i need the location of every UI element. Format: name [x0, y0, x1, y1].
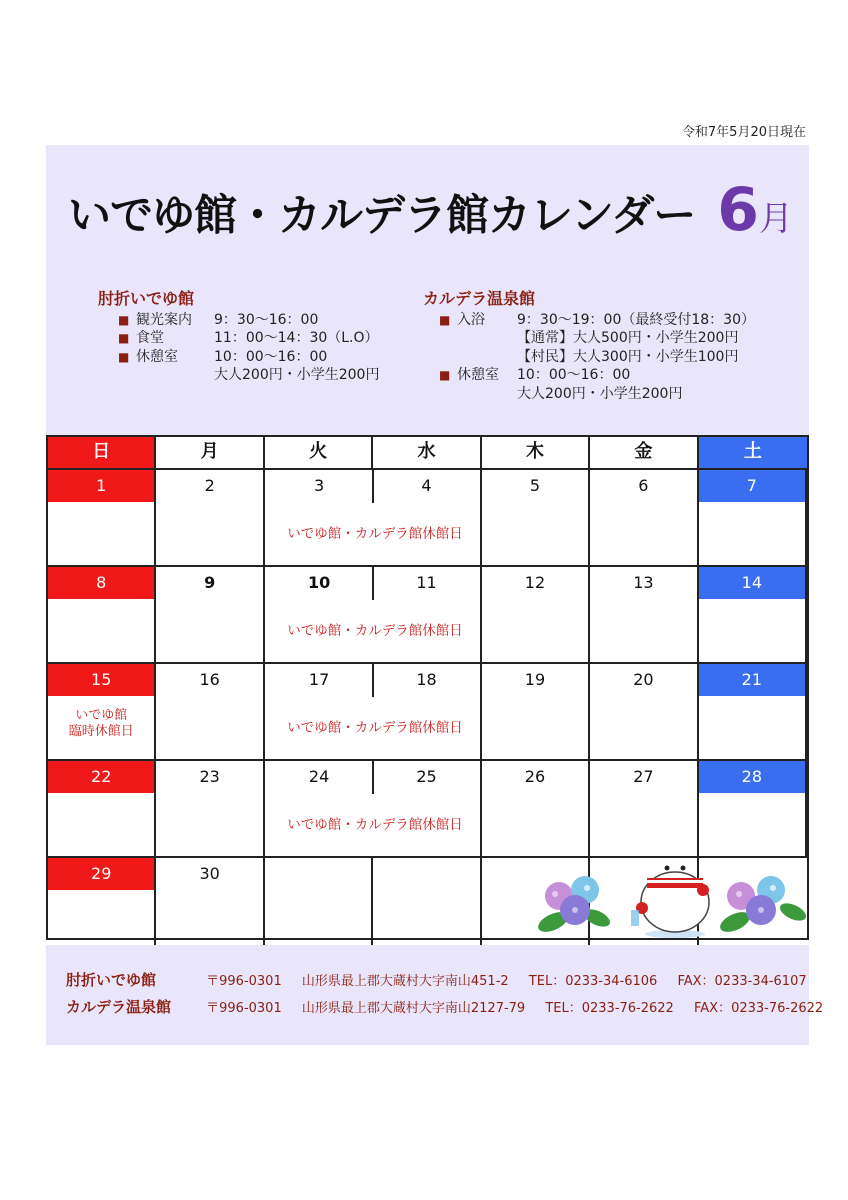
day-cell [265, 567, 373, 662]
day-number: 10 [307, 573, 331, 592]
day-number: 26 [524, 767, 546, 786]
price-row [423, 385, 755, 404]
day-number: 23 [199, 767, 220, 786]
day-cell [156, 858, 264, 950]
weekday-header [48, 437, 807, 470]
day-cell [699, 664, 807, 759]
day-number: 9 [204, 573, 216, 592]
info-row [423, 366, 755, 385]
footer-fax: FAX：0233-76-2622 [693, 1001, 824, 1016]
price-text: 大人200円・小学生200円 [214, 367, 380, 383]
day-cell [590, 664, 698, 759]
month-unit: 月 [758, 199, 793, 239]
day-number: 7 [699, 470, 805, 502]
day-number: 6 [638, 476, 649, 495]
day-cell [265, 664, 373, 759]
day-cell [482, 761, 590, 856]
day-cell [373, 858, 481, 950]
day-cell [48, 858, 156, 950]
day-number: 13 [633, 573, 654, 592]
day-cell [590, 567, 698, 662]
info-value: 9：30～19：00（最終受付18：30） [517, 311, 755, 328]
month-number: 6 [717, 175, 759, 245]
footer-row-idey [66, 969, 823, 990]
day-cell [373, 761, 481, 856]
price-row [423, 329, 755, 348]
day-cell [265, 858, 373, 950]
weekday-sunday: 日 [48, 437, 156, 468]
day-number: 1 [48, 470, 154, 502]
day-cell [373, 470, 481, 565]
day-number: 21 [699, 664, 805, 696]
day-cell [265, 761, 373, 856]
day-number: 8 [48, 567, 154, 599]
info-label: 入浴 [457, 311, 485, 328]
day-cell [156, 567, 264, 662]
weekday-saturday: 土 [699, 437, 807, 468]
price-text: 【通常】大人500円・小学生200円 [517, 330, 739, 346]
day-cell [48, 761, 156, 856]
closure-label: いでゆ館・カルデラ館休館日 [287, 817, 463, 833]
day-number: 17 [308, 670, 330, 689]
footer-tel: TEL：0233-34-6106 [528, 974, 658, 989]
day-number: 28 [699, 761, 805, 793]
day-number: 12 [524, 573, 546, 592]
day-cell [699, 567, 807, 662]
day-cell [373, 567, 481, 662]
footer-tel: TEL：0233-76-2622 [545, 1001, 674, 1016]
day-cell [156, 761, 264, 856]
info-row [423, 311, 755, 330]
day-number: 19 [524, 670, 546, 689]
calendar-week [48, 567, 807, 664]
closure-label: いでゆ館・カルデラ館休館日 [287, 526, 463, 542]
day-number: 18 [416, 670, 437, 689]
hydrangea-icon [717, 876, 809, 936]
day-number: 30 [199, 864, 220, 883]
day-cell [482, 664, 590, 759]
footer-panel [46, 945, 824, 1045]
footer-facility-name: カルデラ温泉館 [66, 998, 172, 1016]
info-value: 9：30～16：00 [214, 311, 319, 328]
price-row [423, 348, 755, 367]
info-value: 10：00～16：00 [517, 367, 631, 383]
day-number: 29 [48, 858, 154, 890]
calendar-week [48, 470, 807, 567]
day-cell [48, 664, 156, 759]
idey-info [98, 290, 379, 385]
price-row [98, 366, 379, 385]
day-number: 11 [416, 573, 437, 592]
footer-address: 山形県最上郡大蔵村大字南山2127-79 [301, 1001, 526, 1016]
caldera-facility-name: カルデラ温泉館 [423, 289, 536, 308]
info-label: 休憩室 [457, 367, 499, 383]
date-stamp: 令和7年5月20日現在 [681, 125, 806, 140]
day-cell [590, 470, 698, 565]
footer-postal: 〒996-0301 [206, 974, 282, 989]
info-label: 観光案内 [136, 311, 192, 328]
info-row [98, 311, 379, 330]
info-row [98, 348, 379, 367]
footer-postal: 〒996-0301 [206, 1001, 282, 1016]
bullet-icon: ■ [439, 312, 451, 327]
price-text: 【村民】大人300円・小学生100円 [517, 348, 739, 365]
special-closure-line2: 臨時休館日 [68, 724, 134, 739]
day-cell [699, 470, 807, 565]
decoration [535, 850, 810, 938]
day-number: 24 [308, 767, 330, 786]
snowman-mascot-icon [631, 866, 709, 939]
day-cell [373, 664, 481, 759]
day-cell [48, 470, 156, 565]
footer-address: 山形県最上郡大蔵村大字南山451-2 [301, 974, 509, 989]
day-number: 4 [421, 476, 432, 495]
special-closure-line1: いでゆ館 [75, 708, 128, 723]
day-cell [699, 761, 807, 856]
footer-facility-name: 肘折いでゆ館 [66, 971, 157, 989]
closure-label: いでゆ館・カルデラ館休館日 [287, 623, 463, 639]
info-row [98, 329, 379, 348]
page-title: いでゆ館・カルデラ館カレンダー [68, 191, 696, 241]
hydrangea-icon [535, 876, 613, 936]
day-cell [482, 470, 590, 565]
day-cell [482, 567, 590, 662]
caldera-info [423, 290, 755, 403]
day-number: 20 [633, 670, 654, 689]
weekday-tuesday: 火 [265, 437, 373, 468]
price-text: 大人200円・小学生200円 [517, 385, 683, 402]
info-value: 11：00～14：30（L.O） [214, 330, 379, 346]
bullet-icon: ■ [118, 331, 130, 345]
title-row [68, 175, 793, 245]
day-number: 25 [416, 767, 437, 786]
info-label: 食堂 [136, 330, 164, 346]
day-number: 15 [48, 664, 154, 696]
day-number: 16 [199, 670, 220, 689]
weekday-monday: 月 [156, 437, 264, 468]
bullet-icon: ■ [118, 349, 130, 364]
weekday-wednesday: 水 [373, 437, 481, 468]
calendar-week [48, 761, 807, 858]
day-number: 5 [529, 476, 541, 495]
day-cell [265, 470, 373, 565]
info-label: 休憩室 [136, 348, 178, 365]
special-closure-note [48, 708, 154, 740]
footer-fax: FAX：0233-34-6107 [677, 974, 807, 989]
bullet-icon: ■ [118, 312, 130, 327]
day-cell [590, 761, 698, 856]
day-number: 3 [313, 476, 325, 495]
header-panel [46, 145, 809, 435]
info-value: 10：00～16：00 [214, 348, 328, 365]
footer-row-caldera [66, 996, 839, 1017]
day-number: 14 [699, 567, 805, 599]
day-cell [156, 470, 264, 565]
idey-facility-name: 肘折いでゆ館 [98, 289, 195, 308]
weekday-thursday: 木 [482, 437, 590, 468]
day-cell [156, 664, 264, 759]
day-number: 2 [204, 476, 215, 495]
day-cell [48, 567, 156, 662]
weekday-friday: 金 [590, 437, 698, 468]
day-number: 22 [48, 761, 154, 793]
day-number: 27 [633, 767, 654, 786]
calendar-week [48, 664, 807, 761]
bullet-icon: ■ [439, 368, 451, 382]
closure-label: いでゆ館・カルデラ館休館日 [287, 720, 463, 736]
